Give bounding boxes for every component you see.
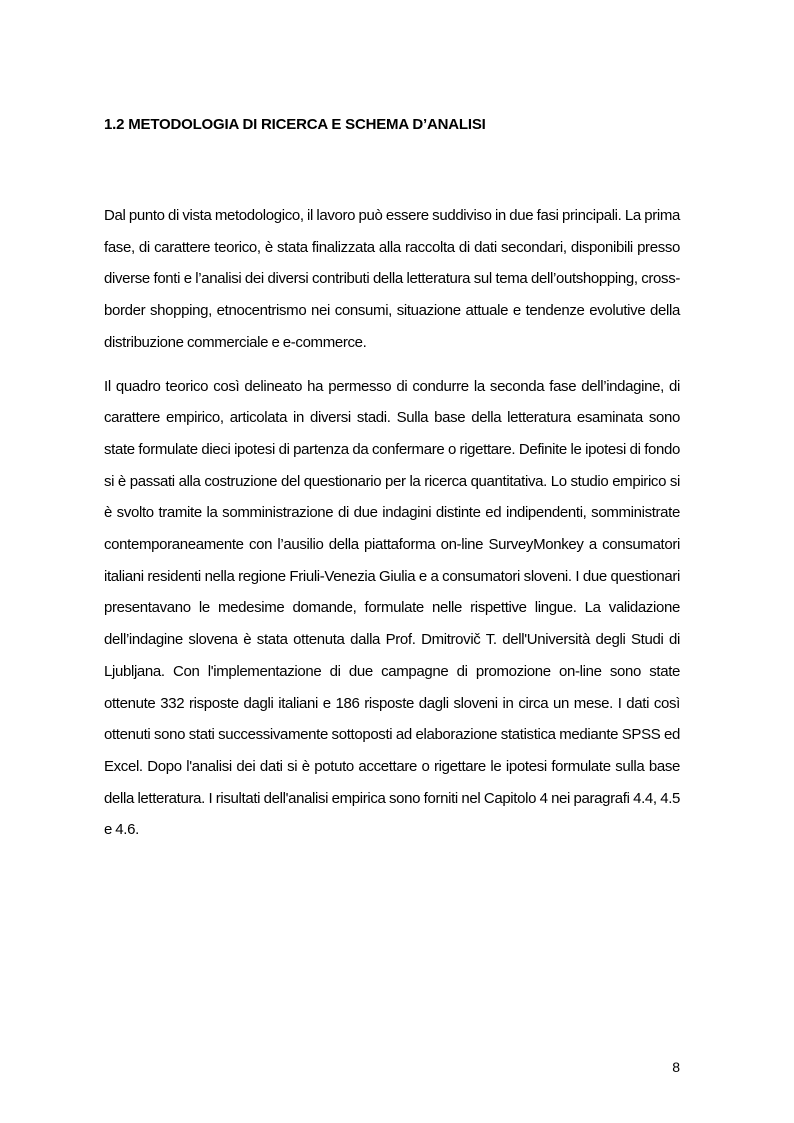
section-heading: 1.2 METODOLOGIA DI RICERCA E SCHEMA D’ANALISI xyxy=(104,116,486,133)
paragraph-methodology-phases: Dal punto di vista metodologico, il lavoro può essere suddiviso in due fasi principali. La prima fase, di carattere teorico, è stata finalizzata alla raccolta di dati secondari, disponibili presso diverse fonti e l’analisi dei diversi contributi della letteratura sul tema dell’outshopping, cross-border shopping, etnocentrismo nei consumi, situazione attuale e tendenze evolutive della distribuzione commerciale e e-commerce. xyxy=(104,207,680,351)
page-number: 8 xyxy=(672,1059,680,1075)
body-text xyxy=(104,200,680,846)
paragraph-empirical-phase: Il quadro teorico così delineato ha permesso di condurre la seconda fase dell’indagine, di carattere empirico, articolata in diversi stadi. Sulla base della letteratura esaminata sono state formulate dieci ipotesi di partenza da confermare o rigettare. Definite le ipotesi di fondo si è passati alla costruzione del questionario per la ricerca quantitativa. Lo studio empirico si è svolto tramite la somministrazione di due indagini distinte ed indipendenti, somministrate contemporaneamente con l’ausilio della piattaforma on-line SurveyMonkey a consumatori italiani residenti nella regione Friuli-Venezia Giulia e a consumatori sloveni. I due questionari presentavano le medesime domande, formulate nelle rispettive lingue. La validazione dell’indagine slovena è stata ottenuta dalla Prof. Dmitrovič T. dell'Università degli Studi di Ljubljana. Con l'implementazione di due campagne di promozione on-line sono state ottenute 332 risposte dagli italiani e 186 risposte dagli sloveni in circa un mese. I dati così ottenuti sono stati successivamente sottoposti ad elaborazione statistica mediante SPSS ed Excel. Dopo l'analisi dei dati si è potuto accettare o rigettare le ipotesi formulate sulla base della letteratura. I risultati dell'analisi empirica sono forniti nel Capitolo 4 nei paragrafi 4.4, 4.5 e 4.6. xyxy=(104,377,680,839)
